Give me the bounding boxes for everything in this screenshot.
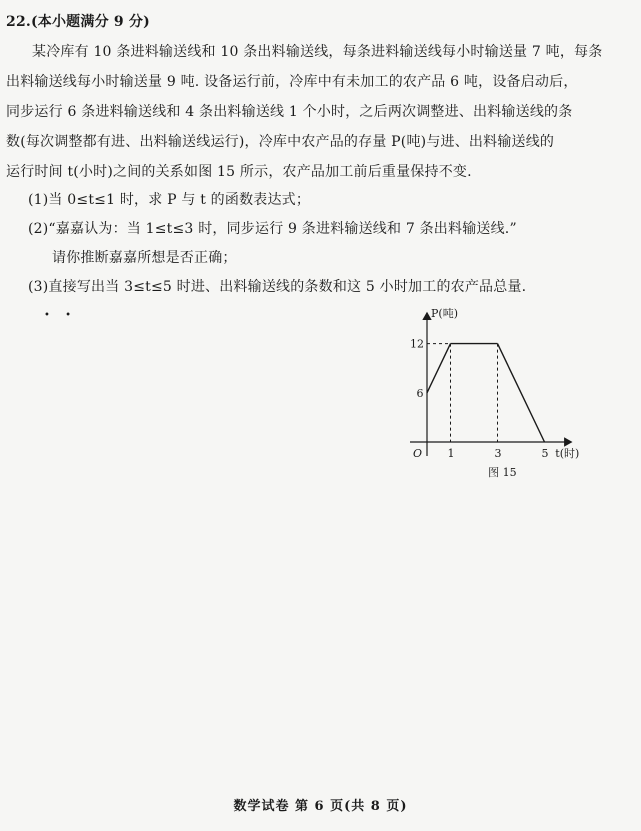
series-segment-3 (498, 344, 545, 442)
origin-label: O (413, 447, 423, 460)
figure-caption: 图 15 (488, 466, 517, 479)
problem-text-line-5: 运行时间 t(小时)之间的关系如图 15 所示，农产品加工前后重量保持不变. (6, 164, 472, 180)
question-2: (2)“嘉嘉认为：当 1≤t≤3 时，同步运行 9 条进料输送线和 7 条出料输送线.” (28, 221, 517, 237)
emphasis-dots: • • (44, 310, 77, 321)
problem-text-line-4: 数(每次调整都有进、出料输送线运行)，冷库中农产品的存量 P(吨)与进、出料输送线的 (6, 134, 555, 150)
x-tick-label-2: 3 (494, 447, 502, 460)
x-tick-label-1: 1 (447, 447, 455, 460)
question-1: (1)当 0≤t≤1 时，求 P 与 t 的函数表达式； (28, 192, 311, 208)
y-tick-label-2: 12 (410, 337, 424, 351)
question-3: (3)直接写出当 3≤t≤5 时进、出料输送线的条数和这 5 小时加工的农产品总量. (28, 279, 527, 295)
y-tick-label-1: 6 (416, 386, 424, 400)
graph-axes (410, 313, 571, 456)
question-2-follow-up: 请你推断嘉嘉所想是否正确； (52, 250, 237, 266)
problem-text-line-3: 同步运行 6 条进料输送线和 4 条出料输送线 1 个小时，之后两次调整进、出料输送线的条 (6, 104, 573, 120)
y-axis-title: P(吨) (431, 307, 458, 320)
graph-series (427, 344, 545, 442)
graph-labels (410, 306, 579, 479)
problem-text-line-2: 出料输送线每小时输送量 9 吨. 设备运行前，冷库中有未加工的农产品 6 吨，设备启动后， (6, 74, 578, 90)
page-footer: 数学试卷 第 6 页(共 8 页) (233, 799, 408, 814)
problem-number-header: 22.(本小题满分 9 分) (6, 14, 150, 30)
problem-text-line-1: 某冷库有 10 条进料输送线和 10 条出料输送线，每条进料输送线每小时输送量 7 吨，每条 (32, 44, 603, 60)
graph-dashed-guides (427, 344, 498, 442)
figure-15-graph (390, 300, 590, 490)
x-axis-title: t(时) (555, 447, 580, 460)
series-segment-1 (427, 344, 451, 393)
x-tick-label-3: 5 (541, 447, 549, 460)
